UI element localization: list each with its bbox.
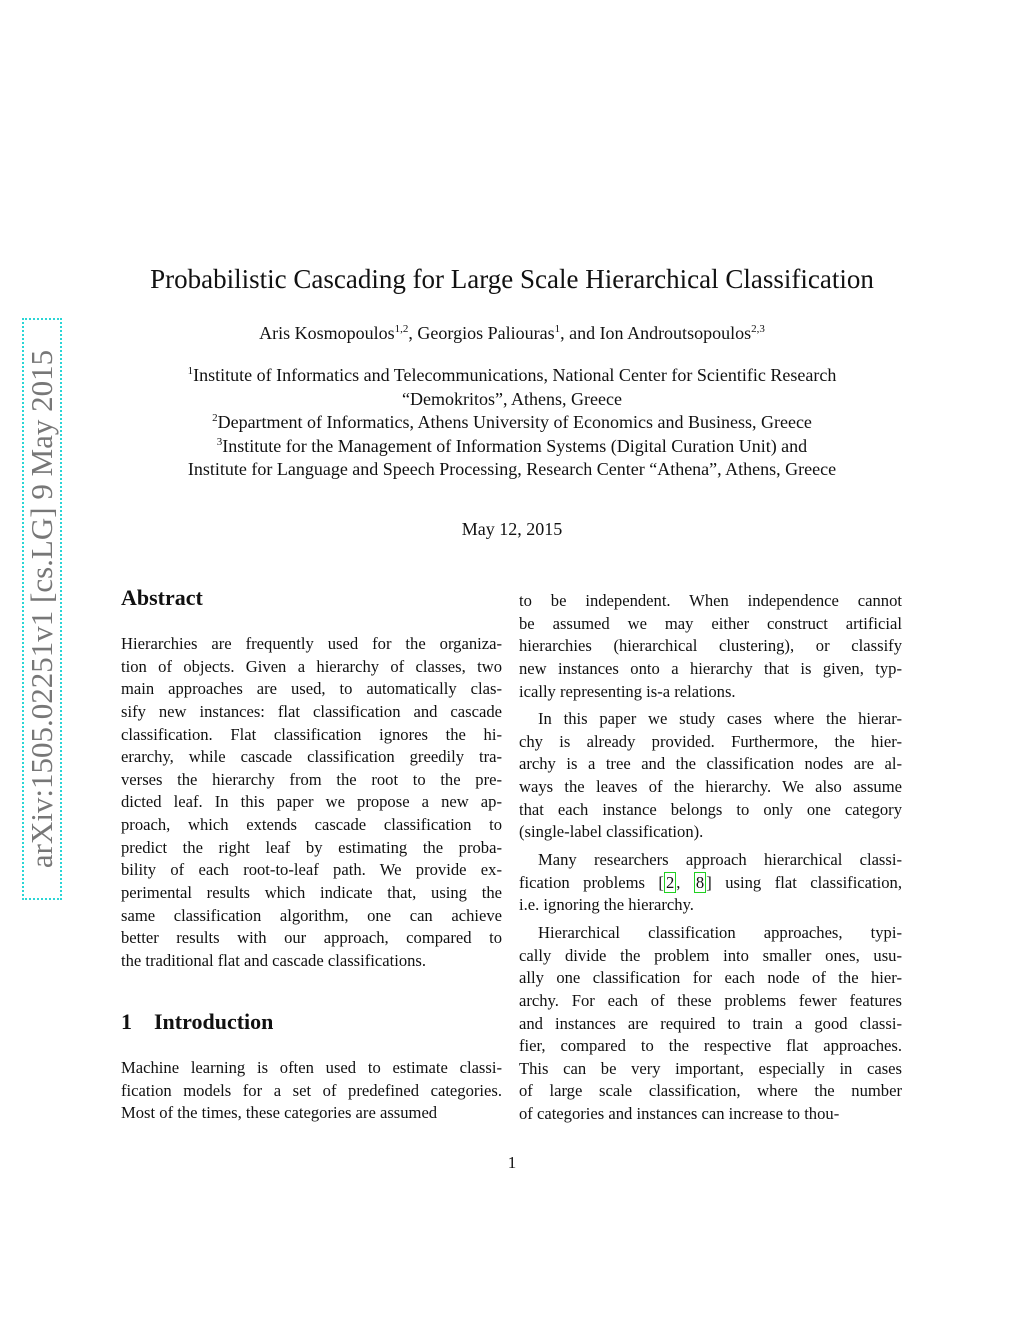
affil-sup: 3 <box>216 435 223 448</box>
paper-title: Probabilistic Cascading for Large Scale Hierarchical Classification <box>150 264 874 294</box>
text-line: proach, which extends cascade classification to <box>121 815 502 835</box>
text-line: predict the right leaf by estimating the proba- <box>121 837 502 857</box>
text-line: Hierarchies are frequently used for the organiza- <box>121 634 502 653</box>
abstract-body <box>121 633 502 973</box>
text-line: erarchy, while cascade classification greedily tra- <box>121 747 502 767</box>
affil-sup: 2 <box>212 412 218 424</box>
text-line: fication problems [ 2 , 8 ] using flat classification, <box>519 872 903 892</box>
text-line: cally divide the problem into smaller ones, usu- <box>519 945 902 965</box>
citation-link[interactable]: 2 <box>665 872 675 892</box>
paragraph <box>519 849 902 917</box>
text-line: same classification algorithm, one can achieve <box>121 905 502 925</box>
author-sup: 1 <box>554 323 561 335</box>
text-line: of large scale classification, where the number <box>519 1081 902 1101</box>
text-line: fier, compared to the respective flat approaches. <box>519 1036 902 1056</box>
affiliation: “Demokritos”, Athens, Greece <box>402 388 622 409</box>
text-line: bility of each root-to-leaf path. We provide ex- <box>121 860 502 880</box>
text-line: Many researchers approach hierarchical classi- <box>538 850 902 870</box>
affiliation: Institute for the Management of Information Systems (Digital Curation Unit) and <box>222 435 808 456</box>
text-line: Machine learning is often used to estimate classi- <box>121 1058 502 1077</box>
text-line: better results with our approach, compared to <box>121 928 502 948</box>
text-line: classification. Flat classification ignores the hi- <box>121 724 502 744</box>
affil-sup: 1 <box>187 365 194 377</box>
text-line: In this paper we study cases where the hierar- <box>538 709 902 729</box>
paragraph <box>121 633 502 973</box>
citation-link[interactable]: 8 <box>695 872 705 892</box>
text-line: to be independent. When independence cannot <box>519 591 902 610</box>
right-column-body <box>519 590 902 1126</box>
affiliation: Department of Informatics, Athens University of Economics and Business, Greece <box>217 412 812 432</box>
text-line: chy is already provided. Furthermore, the hier- <box>519 731 902 751</box>
author: Aris Kosmopoulos <box>259 323 395 343</box>
affiliations <box>0 364 1024 482</box>
authors <box>0 323 1024 344</box>
paragraph <box>519 708 902 844</box>
text-line: main approaches are used, to automatically clas- <box>121 679 502 699</box>
text-line: archy. For each of these problems fewer features <box>519 990 902 1010</box>
abstract-heading: Abstract <box>121 585 203 610</box>
text-line: i.e. ignoring the hierarchy. <box>519 895 694 915</box>
text-line: and instances are required to train a good classi- <box>519 1013 902 1033</box>
text-line: ways the leaves of the hierarchy. We also assume <box>519 777 902 797</box>
intro-heading <box>121 1009 273 1035</box>
text-line: that each instance belongs to only one category <box>519 799 902 819</box>
text-line: of categories and instances can increase to thou- <box>519 1104 840 1124</box>
text-line: Most of the times, these categories are assumed <box>121 1103 438 1123</box>
paragraph <box>121 1057 502 1125</box>
text-line: tion of objects. Given a hierarchy of classes, two <box>121 656 502 676</box>
text-line: dicted leaf. In this paper we propose a new ap- <box>121 792 502 812</box>
paragraph <box>519 590 902 703</box>
intro-body <box>121 1057 502 1125</box>
text-line: the traditional flat and cascade classifications. <box>121 950 427 970</box>
page-number: 1 <box>507 1153 517 1172</box>
text-line: new instances onto a hierarchy that is given, typ- <box>519 658 902 678</box>
arxiv-id: arXiv:1505.02251v1 [cs.LG] 9 May 2015 <box>24 349 59 869</box>
section-title: Introduction <box>154 1009 274 1034</box>
text-line: This can be very important, especially in cases <box>519 1058 902 1078</box>
author: , Georgios Paliouras <box>408 323 555 343</box>
author: , and Ion Androutsopoulos <box>560 323 752 343</box>
text-line: ically representing is-a relations. <box>519 681 736 701</box>
text-line: verses the hierarchy from the root to the pre- <box>121 769 502 789</box>
text-line: be assumed we may either construct artificial <box>519 613 902 633</box>
author-sup: 1,2 <box>394 323 409 335</box>
affiliation: Institute for Language and Speech Processing, Research Center “Athena”, Athens, Greece <box>187 459 837 479</box>
text-line: ally one classification for each node of the hier- <box>519 968 902 988</box>
affiliation: Institute of Informatics and Telecommunications, National Center for Scientific Research <box>193 365 837 385</box>
date: May 12, 2015 <box>461 519 563 539</box>
text-line: Hierarchical classification approaches, typi- <box>538 922 902 942</box>
text-line: (single-label classification). <box>519 822 704 842</box>
text-line: hierarchies (hierarchical clustering), or classify <box>519 636 902 656</box>
text-line: fication models for a set of predefined categories. <box>121 1080 502 1100</box>
paragraph <box>519 922 902 1126</box>
author-sup: 2,3 <box>751 323 765 335</box>
text-line: archy is a tree and the classification nodes are al- <box>519 754 902 774</box>
text-line: sify new instances: flat classification and cascade <box>121 701 502 721</box>
text-line: perimental results which indicate that, using the <box>121 883 502 903</box>
section-number: 1 <box>121 1009 132 1034</box>
